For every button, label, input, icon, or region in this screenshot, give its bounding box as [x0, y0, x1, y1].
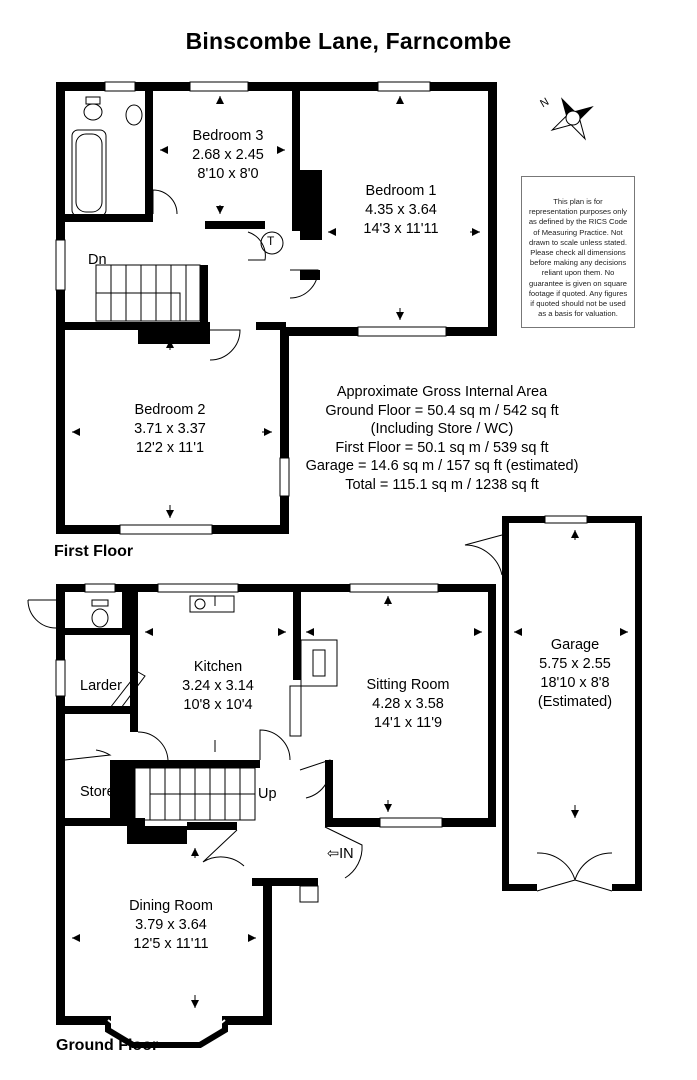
- room-bedroom3: [180, 127, 276, 184]
- room-bedroom2-imperial: 12'2 x 11'1: [135, 440, 205, 456]
- window-bed1-bottom: [358, 327, 446, 336]
- room-bedroom2-metric: 3.71 x 3.37: [134, 421, 206, 437]
- compass-north-label: N: [538, 95, 552, 111]
- garage-left: [502, 516, 509, 891]
- dining-bottom-right: [225, 1016, 272, 1025]
- store-label: Store: [80, 784, 115, 800]
- window-kitchen: [158, 584, 238, 592]
- dining-top-right: [187, 822, 237, 830]
- garage-right: [635, 516, 642, 891]
- door-store: [65, 750, 110, 760]
- garage-side-door: [465, 535, 502, 575]
- room-dining-metric: 3.79 x 3.64: [135, 917, 207, 933]
- toilet-ff: [84, 104, 102, 120]
- entrance-arrow-icon: ⇦: [327, 846, 340, 862]
- ff-step-wall: [280, 327, 289, 534]
- stairs-up-label: Up: [258, 786, 277, 802]
- room-bedroom3-name: Bedroom 3: [192, 128, 264, 144]
- room-kitchen: [170, 658, 266, 715]
- bed2-block: [138, 322, 210, 344]
- room-sitting-metric: 4.28 x 3.58: [372, 696, 444, 712]
- door-bed2: [210, 330, 240, 360]
- garage-bottom-right: [612, 884, 642, 891]
- hall-wall: [200, 265, 208, 325]
- window-garage: [545, 516, 587, 523]
- wc-right: [122, 592, 130, 632]
- larder-label: Larder: [80, 678, 122, 694]
- room-bedroom1: [346, 182, 456, 239]
- bath-bottom-wall: [65, 214, 153, 222]
- area-heading: Approximate Gross Internal Area: [336, 384, 548, 400]
- compass-rose: [540, 85, 606, 151]
- stairs-down-label: Dn: [88, 252, 107, 268]
- dining-dark-block: [127, 826, 187, 844]
- door-kitchen-hall: [138, 732, 168, 760]
- bed2-top-wall-2: [256, 322, 286, 330]
- disclaimer-box: This plan is for representation purposes only as defined by the RICS Code of Measuring Practice. Not drawn to scale unless stated. Please check all dimensions before making any decisions reliant upon them. No guarantee is given on square footage if quoted. Any figures if quoted should not be used as a basis for valuation.: [521, 176, 635, 328]
- room-garage-metric: 5.75 x 2.55: [539, 656, 611, 672]
- ff-right-wall: [488, 82, 497, 336]
- plan-title: Binscombe Lane, Farncombe: [185, 28, 512, 54]
- ff-stair-arrow: [96, 293, 180, 321]
- room-dining-imperial: 12'5 x 11'11: [133, 936, 209, 952]
- gf-left-lower: [56, 760, 65, 1025]
- area-total: Total = 115.1 sq m / 1238 sq ft: [345, 476, 539, 493]
- dining-bottom-left: [56, 1016, 108, 1025]
- hall-step: [252, 878, 318, 886]
- larder-bottom: [56, 706, 138, 714]
- door-dining: [203, 830, 244, 866]
- room-dining-name: Dining Room: [129, 898, 213, 914]
- window-bath: [105, 82, 135, 91]
- room-garage-imperial: 18'10 x 8'8: [540, 675, 610, 691]
- room-bedroom1-name: Bedroom 1: [365, 183, 437, 199]
- wc-bottom: [56, 628, 130, 635]
- chimney-kitchen: [290, 686, 301, 736]
- dining-top-wall: [65, 818, 145, 826]
- room-dining: [115, 897, 227, 954]
- basin-ff: [126, 105, 142, 125]
- door-wc: [28, 600, 56, 628]
- room-sitting-imperial: 14'1 x 11'9: [373, 715, 443, 731]
- area-garage: Garage = 14.6 sq m / 157 sq ft (estimated): [305, 458, 579, 474]
- room-kitchen-imperial: 10'8 x 10'4: [183, 697, 253, 713]
- garage-bottom-left: [502, 884, 537, 891]
- room-bedroom1-imperial: 14'3 x 11'11: [363, 221, 439, 237]
- door-bath: [153, 190, 177, 214]
- bed3-right-wall: [292, 91, 300, 231]
- room-bedroom2-name: Bedroom 2: [134, 402, 206, 418]
- gf-stair-arrow: [150, 794, 255, 820]
- tank-label: T: [267, 234, 275, 248]
- window-bed1: [378, 82, 430, 91]
- area-ground: Ground Floor = 50.4 sq m / 542 sq ft: [325, 402, 559, 419]
- window-bed3: [190, 82, 248, 91]
- sitting-right-wall: [488, 584, 496, 827]
- bath-right-wall: [145, 91, 153, 221]
- sitting-left-lower: [325, 760, 333, 820]
- bed3-bottom-wall: [205, 221, 265, 229]
- gross-internal-area: [292, 383, 592, 494]
- window-sitting-bottom: [380, 818, 442, 827]
- room-garage-note: (Estimated): [537, 694, 613, 710]
- window-larder: [56, 660, 65, 696]
- window-bed2: [120, 525, 212, 534]
- bed1-chimney: [300, 170, 322, 240]
- room-sitting-name: Sitting Room: [366, 677, 450, 693]
- toilet-gf: [92, 609, 108, 627]
- fireplace: [301, 640, 337, 686]
- room-bedroom3-imperial: 8'10 x 8'0: [197, 166, 259, 182]
- room-kitchen-metric: 3.24 x 3.14: [182, 678, 254, 694]
- first-floor-label: First Floor: [54, 543, 134, 560]
- ff-left-wall: [56, 82, 65, 534]
- door-hall-kitchen: [260, 730, 290, 760]
- window-wc: [85, 584, 115, 592]
- area-ground-note: (Including Store / WC): [370, 421, 514, 437]
- dining-right-wall: [263, 878, 272, 1023]
- window-porch: [300, 886, 318, 902]
- garage-front-door-left: [537, 853, 575, 891]
- room-garage-name: Garage: [550, 637, 600, 653]
- kitchen-right-wall: [293, 592, 301, 680]
- ground-floor-label: Ground Floor: [56, 1037, 159, 1054]
- room-bedroom2: [116, 401, 224, 458]
- area-first: First Floor = 50.1 sq m / 539 sq ft: [335, 439, 549, 456]
- room-garage: [520, 636, 630, 712]
- garage-front-door-right: [575, 853, 612, 891]
- room-sitting: [353, 676, 463, 733]
- window-sitting: [350, 584, 438, 592]
- window-bed2-side: [280, 458, 289, 496]
- sink-kitchen: [190, 596, 234, 612]
- room-bedroom3-metric: 2.68 x 2.45: [192, 147, 264, 163]
- bath-tub: [72, 130, 106, 216]
- entrance-label: [327, 846, 354, 862]
- window-landing: [56, 240, 65, 290]
- entrance-text: IN: [339, 846, 354, 862]
- room-kitchen-name: Kitchen: [193, 659, 243, 675]
- room-bedroom1-metric: 4.35 x 3.64: [365, 202, 437, 218]
